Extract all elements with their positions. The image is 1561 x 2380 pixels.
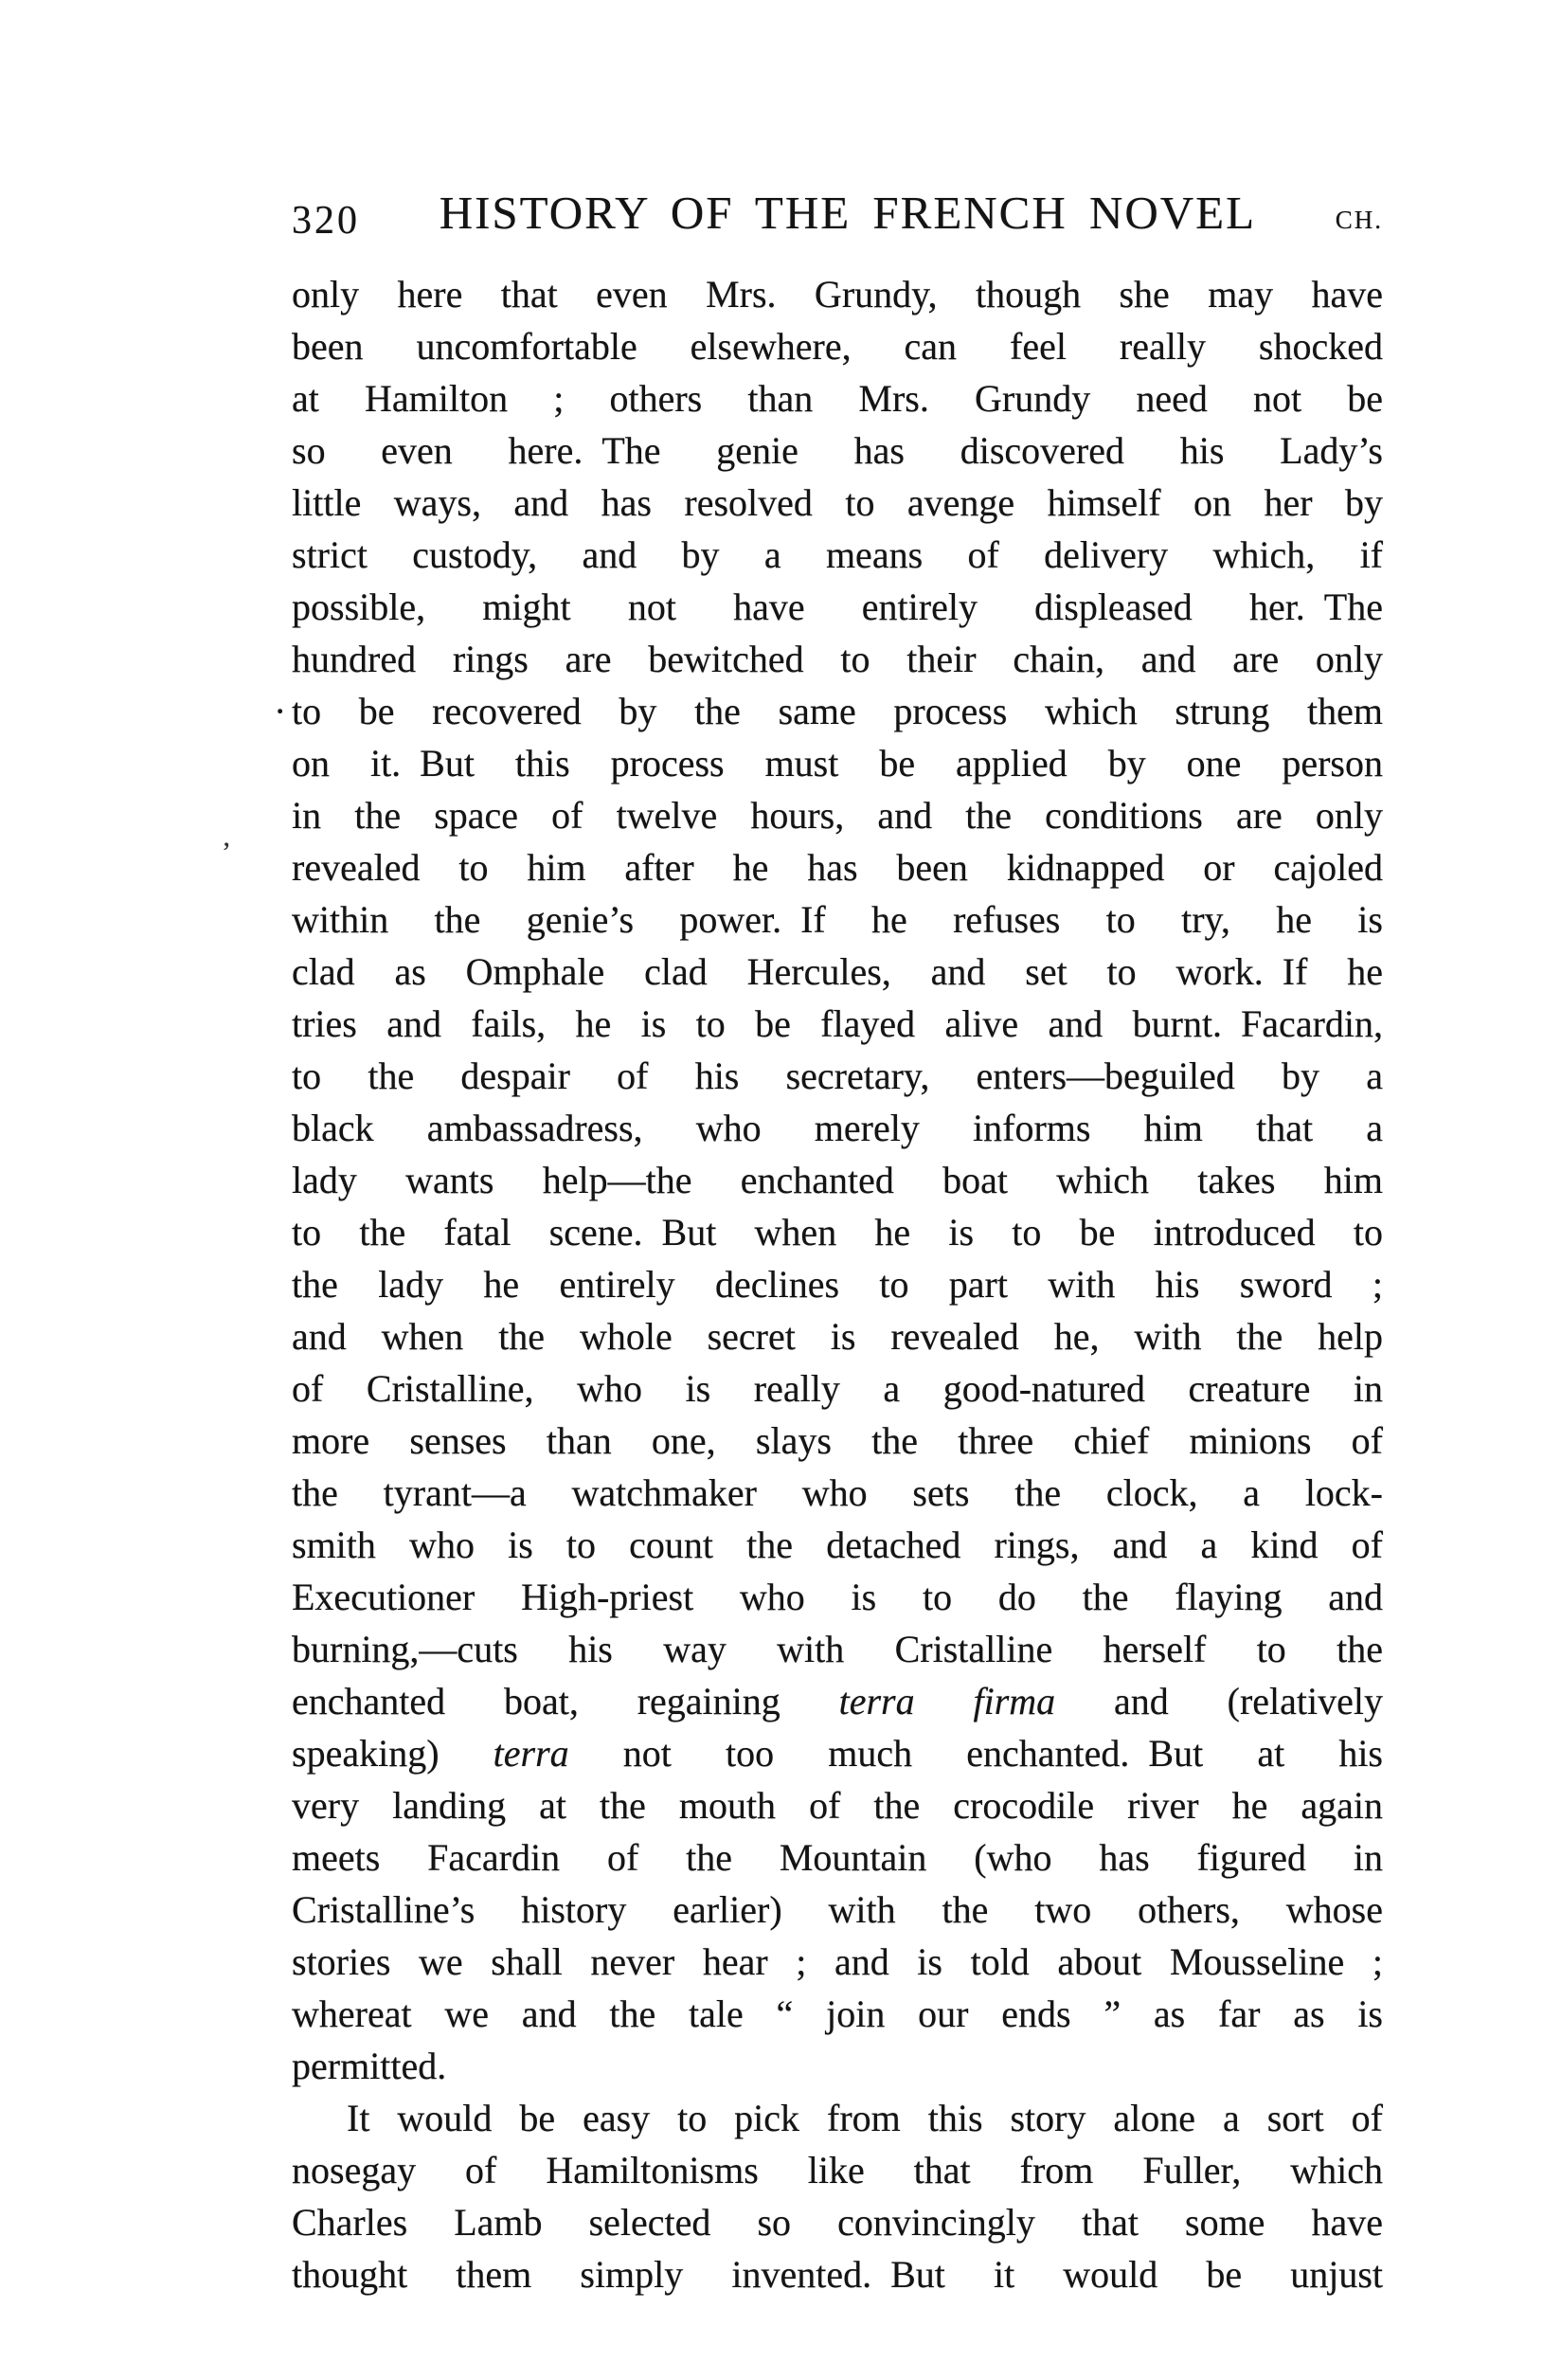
paragraph: [222, 268, 1383, 2092]
text-segment: Executioner High-priest who is to do the flaying and: [292, 1576, 1383, 1618]
text-segment: on it. But this process must be applied by one person: [292, 742, 1383, 784]
text-line: [292, 1154, 1383, 1206]
text-line: [292, 1362, 1383, 1415]
text-segment: and when the whole secret is revealed he, with the help: [292, 1315, 1383, 1358]
text-line: [292, 1727, 1383, 1779]
text-segment: little ways, and has resolved to avenge himself on her by: [292, 481, 1383, 524]
text-segment: black ambassadress, who merely informs him that a: [292, 1107, 1383, 1149]
text-segment: tries and fails, he is to be flayed alive and burnt. Facardin,: [292, 1002, 1383, 1045]
text-segment: so even here. The genie has discovered his Lady’s: [292, 429, 1383, 472]
text-line: [292, 1936, 1383, 1988]
text-segment: terra firma: [838, 1680, 1056, 1722]
text-line: [292, 2092, 1383, 2144]
text-segment: hundred rings are bewitched to their chain, and are only: [292, 638, 1383, 680]
text-segment: clad as Omphale clad Hercules, and set to work. If he: [292, 950, 1383, 993]
running-title: HISTORY OF THE FRENCH NOVEL: [439, 187, 1256, 239]
text-segment: more senses than one, slays the three chief minions of: [292, 1419, 1383, 1462]
text-line: [292, 1571, 1383, 1623]
text-segment: only here that even Mrs. Grundy, though she may have: [292, 273, 1383, 316]
text-segment: enchanted boat, regaining: [292, 1680, 839, 1722]
text-line: [292, 1623, 1383, 1675]
text-segment: terra: [493, 1732, 569, 1775]
text-segment: to be recovered by the same process which strung them: [292, 690, 1383, 732]
text-line: [274, 685, 1383, 737]
text-line: [292, 1467, 1383, 1519]
text-segment: It would be easy to pick from this story alone a sort of: [347, 2097, 1383, 2139]
text-segment: and (relatively: [1055, 1680, 1383, 1722]
text-segment: strict custody, and by a means of delivery which, if: [292, 533, 1383, 576]
text-segment: lady wants help—the enchanted boat which takes him: [292, 1159, 1383, 1201]
text-line: [292, 1988, 1383, 2040]
text-segment: not too much enchanted. But at his: [568, 1732, 1383, 1775]
text-segment: Charles Lamb selected so convincingly that some have: [292, 2201, 1383, 2244]
text-line: [292, 424, 1383, 477]
paragraph: [292, 2092, 1383, 2300]
page-body: [222, 268, 1383, 2300]
text-segment: speaking): [292, 1732, 493, 1775]
text-line: [292, 1415, 1383, 1467]
chapter-marker: CH.: [1335, 206, 1383, 234]
text-line: [292, 2248, 1383, 2300]
text-segment: possible, might not have entirely displeased her. The: [292, 586, 1383, 628]
text-line: [292, 1258, 1383, 1310]
text-line: [292, 320, 1383, 372]
text-line: [292, 2040, 1383, 2092]
text-line: [292, 2144, 1383, 2196]
text-segment: in the space of twelve hours, and the conditions are only: [292, 794, 1383, 837]
text-line: [292, 998, 1383, 1050]
text-line: [292, 372, 1383, 424]
text-line: [292, 1779, 1383, 1831]
text-line: [292, 946, 1383, 998]
text-segment: revealed to him after he has been kidnapped or cajoled: [292, 846, 1383, 889]
text-line: [292, 1310, 1383, 1362]
text-line: [292, 268, 1383, 320]
text-segment: burning,—cuts his way with Cristalline herself to the: [292, 1628, 1383, 1670]
text-segment: of Cristalline, who is really a good-natured creature in: [292, 1367, 1383, 1410]
running-header: [292, 186, 1383, 243]
text-line: [292, 1519, 1383, 1571]
text-segment: the lady he entirely declines to part with his sword ;: [292, 1263, 1383, 1306]
stray-ink-mark: ’: [222, 837, 231, 868]
text-segment: thought them simply invented. But it would be unjust: [292, 2253, 1383, 2296]
stray-ink-mark: ·: [274, 690, 287, 732]
page-number: 320: [292, 199, 360, 243]
text-segment: been uncomfortable elsewhere, can feel really shocked: [292, 325, 1383, 368]
text-segment: nosegay of Hamiltonisms like that from Fuller, which: [292, 2149, 1383, 2191]
text-line: [292, 529, 1383, 581]
text-line: [292, 737, 1383, 789]
text-line: [292, 1675, 1383, 1727]
text-segment: at Hamilton ; others than Mrs. Grundy need not be: [292, 377, 1383, 420]
text-segment: within the genie’s power. If he refuses to try, he is: [292, 898, 1383, 941]
text-line: [292, 893, 1383, 946]
text-segment: stories we shall never hear ; and is told about Mousseline ;: [292, 1940, 1383, 1983]
text-segment: meets Facardin of the Mountain (who has figured in: [292, 1836, 1383, 1879]
text-line: [222, 837, 1383, 893]
text-line: [292, 477, 1383, 529]
text-segment: whereat we and the tale “ join our ends ” as far as is: [292, 1992, 1383, 2035]
text-line: [292, 789, 1383, 841]
text-segment: the tyrant—a watchmaker who sets the clock, a lock-: [292, 1471, 1383, 1514]
text-line: [292, 1831, 1383, 1884]
text-line: [292, 2196, 1383, 2248]
text-line: [292, 633, 1383, 685]
text-line: [292, 1206, 1383, 1258]
text-line: [292, 581, 1383, 633]
text-line: [292, 1050, 1383, 1102]
text-line: [292, 1884, 1383, 1936]
text-segment: Cristalline’s history earlier) with the two others, whose: [292, 1888, 1383, 1931]
text-segment: smith who is to count the detached rings, and a kind of: [292, 1524, 1383, 1566]
text-segment: very landing at the mouth of the crocodile river he again: [292, 1784, 1383, 1827]
text-line: [292, 1102, 1383, 1154]
text-segment: to the fatal scene. But when he is to be introduced to: [292, 1211, 1383, 1253]
text-segment: permitted.: [292, 2045, 447, 2087]
text-segment: to the despair of his secretary, enters—beguiled by a: [292, 1055, 1383, 1097]
